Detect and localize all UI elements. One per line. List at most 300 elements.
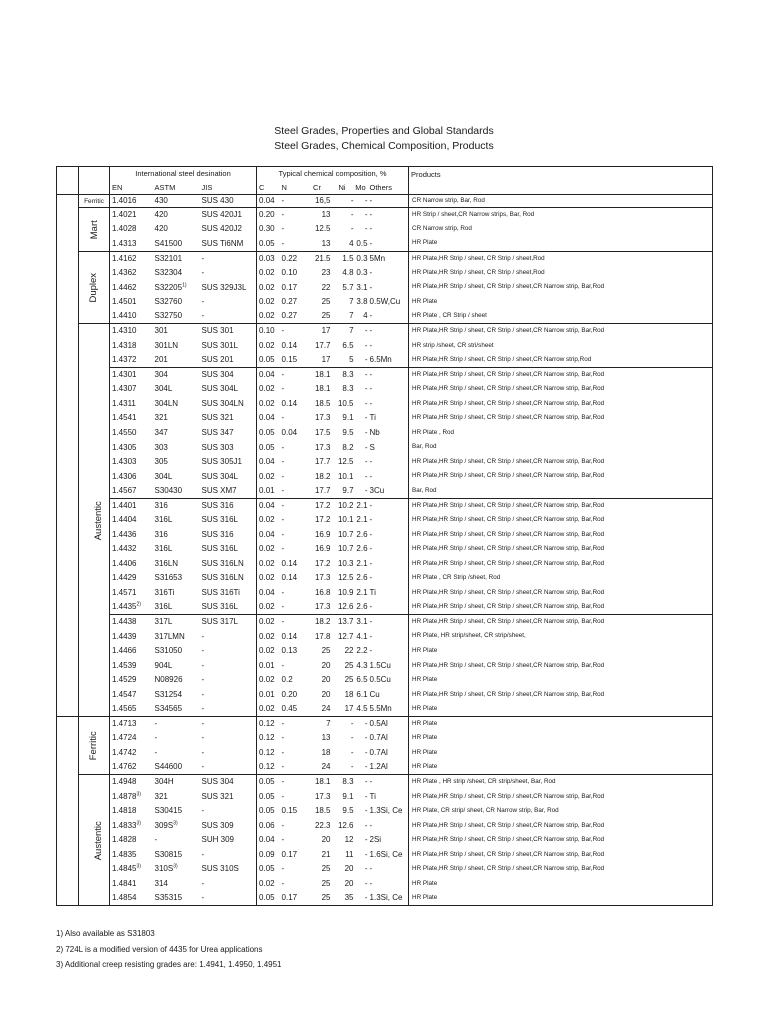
cell-astm: 420 — [154, 210, 168, 220]
cell-jis: - — [201, 297, 205, 307]
cell-products: HR Plate , Rod — [412, 428, 455, 436]
cell-products: HR Plate,HR Strip / sheet, CR Strip / sheet,CR Narrow strip, Bar,Rod — [412, 414, 605, 422]
cell-mo: 0.3 — [356, 267, 368, 277]
cell-jis: SUS 201 — [201, 354, 234, 364]
table-row — [57, 644, 713, 659]
cell-ni: 6.5 — [342, 340, 354, 350]
cell-astm: - — [154, 733, 158, 743]
cell-en: 1.4818 — [112, 806, 137, 816]
cell-n: - — [281, 791, 285, 801]
cell-others: - — [369, 210, 373, 220]
cell-n: - — [281, 413, 285, 423]
cell-c: 0.02 — [259, 602, 275, 612]
cell-c: 0.05 — [259, 893, 275, 903]
cell-products: HR Plate,HR Strip / sheet, CR Strip / sheet,CR Narrow strip, Bar,Rod — [412, 370, 605, 378]
cell-c: 0.02 — [259, 573, 275, 583]
cell-jis: - — [201, 267, 205, 277]
cell-jis: SUS 347 — [201, 427, 234, 437]
cell-products: HR Plate,HR Strip / sheet, CR Strip / sheet,CR Narrow strip, Bar,Rod — [412, 385, 605, 393]
cell-c: 0.02 — [259, 631, 275, 641]
cell-mo: 3.1 — [356, 282, 368, 292]
cell-cr: 17.3 — [314, 602, 331, 612]
cell-mo: - — [364, 733, 368, 743]
header-ni: Ni — [338, 182, 346, 192]
cell-c: 0.30 — [259, 224, 275, 234]
table-row — [57, 484, 713, 499]
cell-ni: 17 — [344, 704, 354, 714]
cell-en: 1.4310 — [112, 326, 137, 336]
footnote-2: 2) 724L is a modified version of 4435 for Urea applications — [56, 944, 263, 954]
cell-products: HR Plate,HR Strip / sheet, CR Strip / sheet,CR Narrow strip, Bar,Rod — [412, 457, 605, 465]
footnote-marker: 3) — [136, 863, 141, 870]
cell-mo: 0.5 — [356, 238, 368, 248]
cell-products: HR Plate,HR Strip / sheet, CR Strip / sheet,CR Narrow strip, Bar,Rod — [412, 327, 605, 335]
cell-astm: 305 — [154, 457, 168, 467]
cell-astm: 317L — [154, 617, 173, 627]
cell-ni: 9.5 — [342, 806, 354, 816]
table-row — [57, 280, 713, 295]
cell-cr: 18.1 — [314, 777, 331, 787]
cell-others: 0.5Cu — [369, 675, 391, 685]
cell-jis: - — [201, 704, 205, 714]
cell-cr: 17 — [321, 354, 331, 364]
cell-cr: 20 — [321, 675, 331, 685]
cell-astm: 309S — [154, 820, 174, 830]
header-intl-designation: International steel desination — [110, 167, 257, 181]
cell-cr: 22.3 — [314, 820, 331, 830]
cell-ni: 1.5 — [342, 253, 354, 263]
cell-n: - — [281, 733, 285, 743]
cell-products: HR Plate — [412, 676, 438, 684]
cell-mo: - — [364, 210, 368, 220]
cell-mo: - — [364, 384, 368, 394]
cell-mo: 6.5 — [356, 675, 368, 685]
cell-mo: - — [364, 224, 368, 234]
cell-en: 1.4301 — [112, 370, 137, 380]
cell-c: 0.02 — [259, 558, 275, 568]
cell-ni: 8.3 — [342, 370, 354, 380]
title-line-1: Steel Grades, Properties and Global Standards — [274, 125, 494, 137]
cell-mo: - — [364, 442, 368, 452]
cell-cr: 17.2 — [314, 500, 331, 510]
cell-c: 0.02 — [259, 617, 275, 627]
table-row — [57, 658, 713, 673]
cell-en: 1.4438 — [112, 617, 137, 627]
cell-en: 1.4362 — [112, 267, 137, 277]
cell-mo: 0.3 — [356, 253, 368, 263]
cell-astm: 316L — [154, 544, 173, 554]
cell-others: 0.5W,Cu — [369, 297, 401, 307]
cell-others: - — [369, 224, 373, 234]
cell-mo: 6.1 — [356, 689, 368, 699]
cell-products: HR Plate — [412, 720, 438, 728]
cell-n: 0.17 — [281, 893, 298, 903]
cell-jis: SUS 317L — [201, 617, 238, 627]
cell-ni: - — [350, 748, 354, 757]
cell-jis: SUS 305J1 — [201, 457, 242, 467]
cell-ni: 7 — [349, 311, 354, 321]
cell-jis: - — [201, 806, 205, 816]
cell-cr: 13 — [321, 238, 331, 248]
cell-products: HR Plate,HR Strip / sheet, CR Strip / sheet,CR Narrow strip, Bar,Rod — [412, 588, 605, 596]
cell-c: 0.05 — [259, 427, 275, 437]
cell-cr: 7 — [326, 719, 331, 729]
document-titles — [0, 124, 768, 153]
cell-c: 0.02 — [259, 340, 275, 350]
table-row — [57, 309, 713, 324]
cell-c: 0.02 — [259, 384, 275, 394]
cell-others: - — [369, 311, 373, 321]
cell-cr: 20 — [321, 660, 331, 670]
cell-ni: - — [350, 196, 354, 205]
table-row — [57, 586, 713, 601]
cell-cr: 20 — [321, 835, 331, 845]
cell-jis: SUS 420J2 — [201, 224, 242, 234]
cell-astm: S44600 — [154, 762, 183, 772]
cell-n: - — [281, 224, 285, 234]
cell-en: 1.4462 — [112, 282, 137, 292]
title-line-2: Steel Grades, Chemical Composition, Products — [274, 139, 494, 152]
cell-n: 0.04 — [281, 427, 298, 437]
table-row — [57, 469, 713, 484]
table-row — [57, 222, 713, 237]
cell-products: HR strip /sheet, CR stri/sheet — [412, 341, 494, 349]
group-label-duplex: Duplex — [88, 272, 100, 303]
cell-astm: 303 — [154, 442, 168, 452]
cell-others: Ti — [369, 587, 376, 597]
cell-en: 1.4372 — [112, 354, 137, 364]
cell-astm: 314 — [154, 878, 168, 888]
cell-jis: - — [201, 311, 205, 321]
cell-ni: 4.8 — [342, 267, 354, 277]
cell-en: 1.4318 — [112, 340, 137, 350]
cell-others: Ti — [369, 413, 376, 423]
cell-c: 0.02 — [259, 297, 275, 307]
cell-ni: 35 — [344, 893, 354, 903]
cell-n: - — [281, 878, 285, 888]
cell-n: 0.14 — [281, 631, 298, 641]
table-row — [57, 397, 713, 412]
cell-c: 0.05 — [259, 777, 275, 787]
cell-ni: 10.3 — [337, 558, 354, 568]
cell-en: 1.4713 — [112, 719, 137, 729]
cell-cr: 18.2 — [314, 617, 331, 627]
cell-c: 0.12 — [259, 748, 275, 757]
cell-mo: 2.1 — [356, 515, 368, 525]
cell-en: 1.4305 — [112, 442, 137, 452]
cell-products: HR Plate,HR Strip / sheet, CR Strip / sheet,CR Narrow strip, Bar,Rod — [412, 603, 605, 611]
cell-en: 1.4162 — [112, 253, 137, 263]
cell-n: - — [281, 864, 285, 874]
cell-en: 1.4550 — [112, 427, 137, 437]
cell-cr: 25 — [321, 878, 331, 888]
cell-mo: - — [364, 748, 368, 757]
cell-others: 1.5Cu — [369, 660, 391, 670]
cell-mo: - — [364, 835, 368, 845]
cell-others: 1.2Al — [369, 762, 388, 772]
cell-en: 1.4435 — [112, 602, 137, 612]
cell-n: - — [281, 485, 285, 495]
cell-c: 0.01 — [259, 660, 275, 670]
cell-products: HR Plate , CR Strip /sheet, Rod — [412, 574, 501, 582]
footnote-1: 1) Also available as S31803 — [56, 929, 155, 938]
cell-mo: - — [364, 427, 368, 437]
cell-mo: - — [364, 893, 368, 903]
cell-mo: 2.6 — [356, 602, 368, 612]
table-row — [57, 557, 713, 572]
cell-c: 0.04 — [259, 587, 275, 597]
cell-ni: 12.6 — [337, 602, 354, 612]
cell-n: 0.14 — [281, 340, 298, 350]
cell-cr: 12.5 — [314, 224, 331, 234]
table-row — [57, 615, 713, 630]
table-row — [57, 673, 713, 688]
cell-cr: 17.3 — [314, 442, 331, 452]
cell-astm: 316 — [154, 500, 168, 510]
cell-jis: SUS 316L — [201, 544, 238, 554]
table-row — [57, 571, 713, 586]
cell-n: - — [281, 384, 285, 394]
cell-n: 0.13 — [281, 646, 298, 656]
header-others: Others — [368, 181, 409, 195]
cell-cr: 22 — [321, 282, 331, 292]
cell-c: 0.10 — [259, 326, 275, 336]
cell-others: - — [369, 267, 373, 277]
cell-others: - — [369, 558, 373, 568]
cell-jis: SUS 304LN — [201, 398, 244, 408]
header-typical-composition: Typical chemical composition, % — [257, 167, 409, 181]
cell-cr: 21 — [321, 849, 331, 859]
cell-mo: - — [364, 326, 368, 336]
cell-others: 0.7Al — [369, 748, 388, 757]
cell-others: - — [369, 326, 373, 336]
cell-jis: - — [201, 689, 205, 699]
cell-mo: - — [364, 806, 368, 816]
cell-n: - — [281, 196, 285, 205]
cell-cr: 25 — [321, 297, 331, 307]
cell-products: HR Plate , CR Strip / sheet — [412, 312, 487, 320]
table-row — [57, 804, 713, 819]
table-row — [57, 426, 713, 441]
cell-cr: 17.8 — [314, 631, 331, 641]
cell-c: 0.02 — [259, 646, 275, 656]
footnote-marker: 3) — [173, 820, 178, 827]
cell-ni: 12.5 — [337, 457, 354, 467]
cell-jis: - — [201, 660, 205, 670]
cell-astm: 904L — [154, 660, 173, 670]
cell-others: - — [369, 457, 373, 467]
cell-products: HR Plate,HR Strip / sheet, CR Strip / sheet,CR Narrow strip, Bar,Rod — [412, 836, 605, 844]
cell-others: 1.3Si, Ce — [369, 806, 403, 816]
cell-cr: 23 — [321, 267, 331, 277]
cell-mo: 4 — [363, 311, 368, 321]
header-products: Products — [411, 169, 441, 179]
cell-mo: - — [364, 485, 368, 495]
table-row — [57, 760, 713, 775]
cell-jis: SUS 329J3L — [201, 282, 247, 292]
cell-en: 1.4878 — [112, 791, 137, 801]
cell-n: - — [281, 587, 285, 597]
cell-products: HR Plate,HR Strip / sheet, CR Strip / sheet,CR Narrow strip, Bar,Rod — [412, 283, 605, 291]
cell-products: HR Plate,HR Strip / sheet, CR Strip / sheet,CR Narrow strip, Bar,Rod — [412, 472, 605, 480]
cell-mo: - — [364, 777, 368, 787]
table-row — [57, 818, 713, 833]
cell-en: 1.4410 — [112, 311, 137, 321]
cell-c: 0.04 — [259, 413, 275, 423]
table-row — [57, 353, 713, 368]
cell-jis: SUS 310S — [201, 864, 239, 874]
cell-others: 5.5Mn — [369, 704, 392, 714]
cell-en: 1.4948 — [112, 777, 137, 787]
cell-products: HR Plate,HR Strip / sheet, CR Strip / sheet,CR Narrow strip, Bar,Rod — [412, 618, 605, 626]
footnote-3: 3) Additional creep resisting grades are: 1.4941, 1.4950, 1.4951 — [56, 960, 282, 969]
cell-mo: 2.1 — [356, 500, 368, 510]
table-row — [57, 455, 713, 470]
cell-en: 1.4501 — [112, 297, 137, 307]
cell-products: HR Plate,HR Strip / sheet, CR Strip / sheet,CR Narrow strip, Bar,Rod — [412, 661, 605, 669]
cell-astm: 301 — [154, 326, 168, 336]
cell-cr: 20 — [321, 689, 331, 699]
cell-en: 1.4313 — [112, 238, 137, 248]
table-row — [57, 528, 713, 543]
cell-n: - — [281, 210, 285, 220]
cell-jis: SUS 304 — [201, 370, 234, 380]
cell-mo: - — [364, 196, 368, 205]
cell-c: 0.02 — [259, 267, 275, 277]
cell-ni: 10.7 — [337, 544, 354, 554]
cell-c: 0.02 — [259, 282, 275, 292]
cell-products: HR Plate,HR Strip / sheet, CR Strip / sheet,CR Narrow strip, Bar,Rod — [412, 865, 605, 873]
cell-cr: 17.2 — [314, 515, 331, 525]
cell-en: 1.4541 — [112, 413, 137, 423]
table-row — [57, 542, 713, 557]
cell-jis: - — [201, 748, 205, 757]
cell-jis: SUS 304 — [201, 777, 234, 787]
cell-c: 0.04 — [259, 457, 275, 467]
cell-c: 0.02 — [259, 311, 275, 321]
header-cr: Cr — [313, 182, 321, 192]
cell-n: - — [281, 515, 285, 525]
cell-en: 1.4432 — [112, 544, 137, 554]
cell-mo: - — [364, 457, 368, 467]
cell-en: 1.4724 — [112, 733, 137, 743]
cell-c: 0.05 — [259, 864, 275, 874]
table-row — [57, 848, 713, 863]
cell-mo: - — [364, 878, 368, 888]
cell-mo: - — [364, 340, 368, 350]
cell-astm: 316 — [154, 529, 168, 539]
cell-c: 0.01 — [259, 689, 275, 699]
cell-astm: S32304 — [154, 267, 183, 277]
cell-ni: 12.6 — [337, 820, 354, 830]
cell-jis: SUS 301L — [201, 340, 238, 350]
cell-mo: 2.6 — [356, 544, 368, 554]
cell-others: - — [369, 777, 373, 787]
steel-grades-table — [56, 166, 713, 906]
cell-ni: 10.1 — [337, 471, 354, 481]
cell-en: 1.4306 — [112, 471, 137, 481]
cell-astm: - — [154, 719, 158, 729]
cell-astm: 304 — [154, 370, 168, 380]
cell-en: 1.4762 — [112, 762, 137, 772]
cell-jis: - — [201, 253, 205, 263]
cell-products: Bar, Rod — [412, 443, 437, 451]
cell-products: HR Plate,HR Strip / sheet, CR Strip / sheet,CR Narrow strip, Bar,Rod — [412, 530, 605, 538]
cell-c: 0.04 — [259, 196, 275, 205]
cell-ni: - — [350, 224, 354, 234]
footnote-marker: 1) — [182, 281, 187, 288]
cell-n: - — [281, 748, 285, 757]
table-row — [57, 411, 713, 426]
cell-products: HR Plate — [412, 704, 438, 712]
cell-cr: 25 — [321, 864, 331, 874]
cell-en: 1.4028 — [112, 224, 137, 234]
cell-others: - — [369, 820, 373, 830]
cell-n: - — [281, 777, 285, 787]
cell-astm: S32760 — [154, 297, 183, 307]
cell-en: 1.4021 — [112, 210, 137, 220]
cell-ni: 11 — [345, 849, 354, 859]
cell-others: S — [369, 442, 375, 452]
cell-products: HR Plate,HR Strip / sheet, CR Strip / sheet,CR Narrow strip,Rod — [412, 355, 592, 363]
cell-ni: 8.3 — [342, 384, 354, 394]
cell-jis: SUS 430 — [201, 196, 234, 205]
cell-en: 1.4854 — [112, 893, 137, 903]
cell-others: 0.7Al — [369, 733, 388, 743]
cell-n: 0.45 — [281, 704, 298, 714]
cell-jis: SUS 301 — [201, 326, 234, 336]
cell-n: 0.14 — [281, 573, 298, 583]
table-row — [57, 862, 713, 877]
cell-astm: S31050 — [154, 646, 183, 656]
table-row — [57, 789, 713, 804]
cell-c: 0.02 — [259, 515, 275, 525]
cell-jis: SUS 304L — [201, 471, 238, 481]
cell-products: HR Plate, CR strip/ sheet, CR Narrow strip, Bar, Rod — [412, 807, 559, 815]
cell-products: HR Plate,HR Strip / sheet, CR Strip / sheet,Rod — [412, 268, 545, 276]
cell-c: 0.04 — [259, 835, 275, 845]
cell-cr: 18.1 — [314, 384, 331, 394]
cell-n: - — [281, 457, 285, 467]
cell-jis: - — [201, 675, 205, 685]
cell-others: - — [369, 471, 373, 481]
cell-jis: SUS 316 — [201, 500, 234, 510]
cell-mo: 2.1 — [356, 587, 368, 597]
cell-products: Bar, Rod — [412, 486, 437, 494]
cell-cr: 18 — [321, 748, 331, 757]
table-body — [57, 195, 713, 906]
header-n: N — [281, 182, 287, 192]
cell-ni: 20 — [344, 878, 354, 888]
cell-ni: 13.7 — [337, 617, 354, 627]
cell-others: - — [369, 500, 373, 510]
cell-en: 1.4466 — [112, 646, 137, 656]
cell-jis: - — [201, 631, 205, 641]
cell-ni: 5 — [349, 354, 354, 364]
table-row — [57, 600, 713, 615]
header-astm: ASTM — [154, 182, 176, 192]
cell-products: HR Plate — [412, 748, 438, 756]
cell-jis: SUS 304L — [201, 384, 238, 394]
table-row — [57, 237, 713, 252]
table-row — [57, 440, 713, 455]
cell-products: HR Plate,HR Strip / sheet, CR Strip / sheet,Rod — [412, 254, 545, 262]
cell-products: HR Plate — [412, 239, 438, 247]
cell-n: 0.14 — [281, 398, 298, 408]
table-row — [57, 368, 713, 383]
cell-cr: 17.5 — [314, 427, 331, 437]
cell-astm: S30815 — [154, 849, 183, 859]
